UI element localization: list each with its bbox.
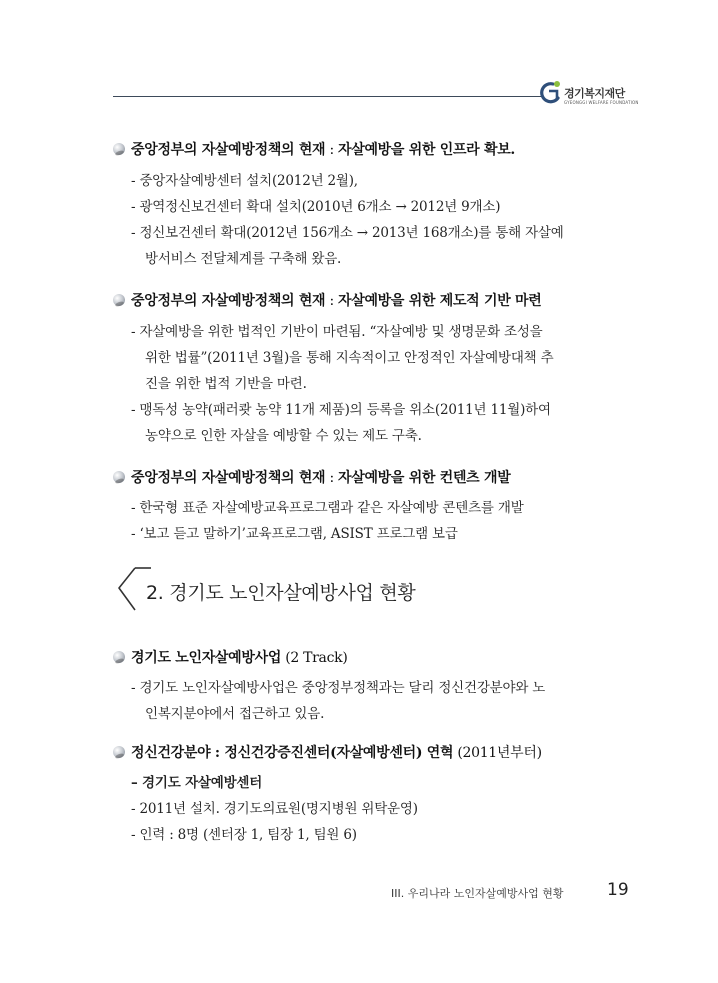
list-item-continuation: 방서비스 전달체계를 구축해 왔음.: [145, 251, 342, 267]
bullet-heading: 중앙정부의 자살예방정책의 현재 : 자살예방을 위한 인프라 확보.: [113, 139, 515, 159]
list-item-subheading: – 경기도 자살예방센터: [131, 775, 263, 791]
list-item: - 정신보건센터 확대(2012년 156개소 → 2013년 168개소)를 통해 자살예: [131, 225, 564, 241]
bullet-heading: 정신건강분야 : 정신건강증진센터(자살예방센터) 연혁 (2011년부터): [113, 742, 542, 762]
foundation-logo: [537, 78, 657, 110]
list-item: - 광역정신보건센터 확대 설치(2010년 6개소 → 2012년 9개소): [131, 199, 501, 215]
list-item: - 자살예방을 위한 법적인 기반이 마련됨. “자살예방 및 생명문화 조성을: [131, 324, 543, 340]
list-item: - 경기도 노인자살예방사업은 중앙정부정책과는 달리 정신건강분야와 노: [131, 680, 546, 696]
header-rule: [113, 96, 541, 97]
list-item-continuation: 인복지분야에서 접근하고 있음.: [145, 706, 325, 722]
bullet-ball-icon: [113, 143, 125, 155]
bullet-ball-icon: [113, 471, 125, 483]
list-item: - 한국형 표준 자살예방교육프로그램과 같은 자살예방 콘텐츠를 개발: [131, 500, 524, 516]
list-item-continuation: 위한 법률”(2011년 3월)을 통해 지속적이고 안정적인 자살예방대책 추: [145, 350, 554, 366]
list-item: - ‘보고 듣고 말하기’교육프로그램, ASIST 프로그램 보급: [131, 526, 458, 542]
bullet-ball-icon: [113, 651, 125, 663]
bullet-heading: 중앙정부의 자살예방정책의 현재 : 자살예방을 위한 제도적 기반 마련: [113, 290, 541, 310]
footer-chapter: III. 우리나라 노인자살예방사업 현황: [391, 887, 564, 900]
list-item-continuation: 진을 위한 법적 기반을 마련.: [145, 376, 307, 392]
list-item: - 인력 : 8명 (센터장 1, 팀장 1, 팀원 6): [131, 827, 357, 843]
page-number: 19: [607, 880, 629, 900]
bullet-ball-icon: [113, 294, 125, 306]
bullet-heading: 경기도 노인자살예방사업 (2 Track): [113, 647, 347, 667]
list-item: - 중앙자살예방센터 설치(2012년 2월),: [131, 173, 358, 189]
list-item-continuation: 농약으로 인한 자살을 예방할 수 있는 제도 구축.: [145, 428, 422, 444]
section-title: 2. 경기도 노인자살예방사업 현황: [146, 582, 416, 604]
logo-subtext: GYEONGGI WELFARE FOUNDATION: [564, 100, 639, 105]
logo-mark-icon: [537, 78, 563, 108]
list-item: - 맹독성 농약(패러쾃 농약 11개 제품)의 등록을 위소(2011년 11월)하여: [131, 402, 551, 418]
bullet-heading: 중앙정부의 자살예방정책의 현재 : 자살예방을 위한 컨텐츠 개발: [113, 467, 510, 487]
bullet-ball-icon: [113, 746, 125, 758]
logo-text: 경기복지재단: [564, 87, 625, 100]
list-item: - 2011년 설치. 경기도의료원(명지병원 위탁운영): [131, 801, 418, 817]
